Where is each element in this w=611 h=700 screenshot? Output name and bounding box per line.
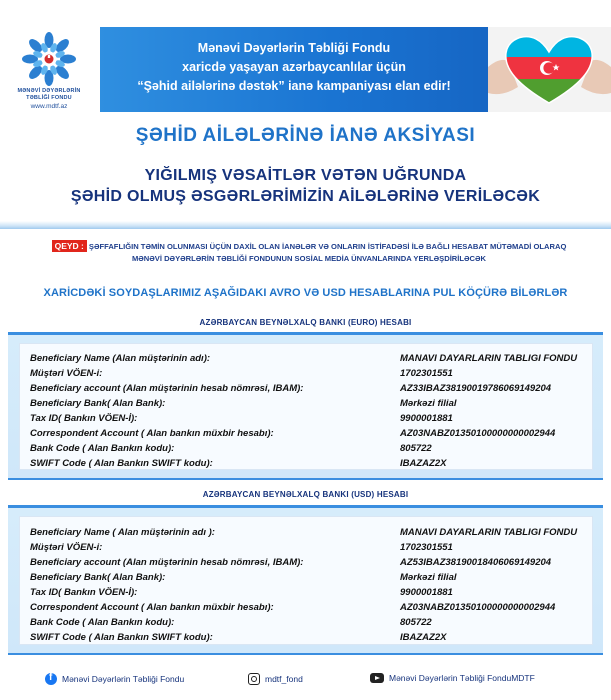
social-footer xyxy=(0,665,611,700)
instagram-label: mdtf_fond xyxy=(265,674,303,684)
logo-name-line1: MƏNƏVİ DƏYƏRLƏRİN xyxy=(17,88,81,94)
euro-row-beneficiary-bank: Beneficiary Bank( Alan Bank): Mərkəzi filial xyxy=(30,398,457,409)
subtitle-line1: YIĞILMIŞ VƏSAİTLƏR VƏTƏN UĞRUNDA xyxy=(144,167,467,184)
youtube-link[interactable] xyxy=(370,673,535,683)
usd-row-beneficiary-bank: Beneficiary Bank( Alan Bank): Mərkəzi filial xyxy=(30,572,457,583)
usd-row-beneficiary-name: Beneficiary Name ( Alan müştərinin adı ): MANAVI DAYARLARIN TABLIGI FONDU xyxy=(30,527,578,538)
usd-row-beneficiary-account: Beneficiary account (Alan müştərinin hesab nömrəsi, IBAM): AZ53IBAZ38190018406069149204 xyxy=(30,557,552,568)
banner-line3: “Şəhid ailələrinə dəstək” ianə kampaniyası elan edir! xyxy=(137,79,451,93)
usd-row-swift-code: SWIFT Code ( Alan Bankın SWIFT kodu): IBAZAZ2X xyxy=(30,632,447,643)
usd-row-customer-tax-id: Müştəri VÖEN-i: 1702301551 xyxy=(30,542,453,553)
campaign-banner xyxy=(100,27,488,112)
note-tag: QEYD : xyxy=(52,240,87,252)
usd-account-title: AZƏRBAYCAN BEYNƏLXALQ BANKI (USD) HESABI xyxy=(202,490,409,499)
euro-row-bank-code: Bank Code ( Alan Bankın kodu): 805722 xyxy=(30,443,432,454)
section-divider xyxy=(0,221,611,229)
euro-row-correspondent-account: Correspondent Account ( Alan bankın müxbir hesabı): AZ03NABZ01350100000000002944 xyxy=(30,428,556,439)
fund-emblem-icon xyxy=(20,30,78,88)
instagram-link[interactable] xyxy=(248,673,303,685)
instagram-icon xyxy=(248,673,260,685)
euro-row-beneficiary-account: Beneficiary account (Alan müştərinin hesab nömrəsi, IBAM): AZ33IBAZ38190019786069149204 xyxy=(30,383,552,394)
transparency-note xyxy=(14,240,604,265)
note-line2: MƏNƏVİ DƏYƏRLƏRİN TƏBLİĞİ FONDUNUN SOSİAL MEDİA ÜNVANLARINDA YERLƏŞDİRİLƏCƏK xyxy=(131,254,487,263)
banner-line1: Mənəvi Dəyərlərin Təbliği Fondu xyxy=(197,41,391,55)
page-subtitle xyxy=(0,165,611,207)
usd-row-bank-tax-id: Tax ID( Bankın VÖEN-İ): 9900001881 xyxy=(30,587,453,598)
header xyxy=(0,0,611,128)
subtitle-line2: ŞƏHİD OLMUŞ ƏSGƏRLƏRİMİZİN AİLƏLƏRİNƏ VERİLƏCƏK xyxy=(70,188,541,205)
flag-heart-image xyxy=(488,27,611,112)
facebook-link[interactable] xyxy=(45,673,184,685)
fund-logo xyxy=(8,30,90,128)
euro-account-panel xyxy=(8,332,603,480)
youtube-label: Mənəvi Dəyərlərin Təbliği FonduMDTF xyxy=(389,673,535,683)
euro-row-swift-code: SWIFT Code ( Alan Bankın SWIFT kodu): IBAZAZ2X xyxy=(30,458,447,469)
facebook-icon xyxy=(45,673,57,685)
euro-row-beneficiary-name: Beneficiary Name (Alan müştərinin adı): MANAVI DAYARLARIN TABLIGI FONDU xyxy=(30,353,578,364)
transfer-headline: XARİCDƏKİ SOYDAŞLARIMIZ AŞAĞIDAKI AVRO VƏ USD HESABLARINA PUL KÖÇÜRƏ BİLƏRLƏR xyxy=(43,287,568,299)
banner-line2: xaricdə yaşayan azərbaycanlılar üçün xyxy=(182,60,406,74)
usd-row-bank-code: Bank Code ( Alan Bankın kodu): 805722 xyxy=(30,617,432,628)
euro-account-title: AZƏRBAYCAN BEYNƏLXALQ BANKI (EURO) HESABI xyxy=(199,318,412,327)
usd-row-correspondent-account: Correspondent Account ( Alan bankın müxbir hesabı): AZ03NABZ01350100000000002944 xyxy=(30,602,556,613)
logo-url[interactable]: www.mdtf.az xyxy=(30,103,68,110)
note-line1: ŞƏFFAFLIĞIN TƏMİN OLUNMASI ÜÇÜN DAXİL OLAN İANƏLƏR VƏ ONLARIN İSTİFADƏSİ İLƏ BAĞLI HESABAT MÜTƏMADİ OLARAQ xyxy=(88,242,567,251)
euro-row-bank-tax-id: Tax ID( Bankın VÖEN-İ): 9900001881 xyxy=(30,413,453,424)
azerbaijan-flag-heart-icon xyxy=(488,27,611,112)
page-title: ŞƏHİD AİLƏLƏRİNƏ İANƏ AKSİYASI xyxy=(135,125,476,146)
usd-account-panel xyxy=(8,505,603,655)
facebook-label: Mənəvi Dəyərlərin Təbliği Fondu xyxy=(62,674,185,684)
youtube-icon xyxy=(370,673,384,683)
logo-name-line2: TƏBLİĞİ FONDU xyxy=(26,94,72,101)
euro-row-customer-tax-id: Müştəri VÖEN-i: 1702301551 xyxy=(30,368,453,379)
